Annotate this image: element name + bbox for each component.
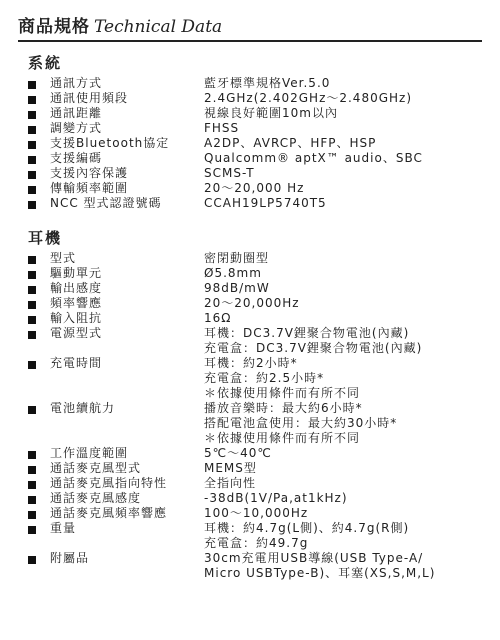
spec-label-text: 頻率響應 [50,296,103,310]
square-bullet-icon [28,126,36,134]
section-earphone [28,227,488,581]
spec-header [18,12,482,37]
spec-row [28,196,488,211]
spec-label [28,76,204,91]
spec-row [28,181,488,196]
spec-label [28,521,204,551]
spec-label [28,401,204,446]
square-bullet-icon [28,406,36,414]
square-bullet-icon [28,111,36,119]
spec-value [204,356,488,401]
spec-value-line: Micro USBType-B)、耳塞(XS,S,M,L) [204,566,436,580]
spec-row [28,281,488,296]
square-bullet-icon [28,301,36,309]
square-bullet-icon [28,156,36,164]
spec-label-text: 通話麥克風型式 [50,461,142,475]
spec-label [28,446,204,461]
spec-value [204,76,488,91]
square-bullet-icon [28,481,36,489]
spec-value [204,166,488,181]
square-bullet-icon [28,171,36,179]
header-divider [18,40,482,42]
spec-value [204,91,488,106]
square-bullet-icon [28,141,36,149]
square-bullet-icon [28,331,36,339]
spec-label [28,91,204,106]
spec-label [28,196,204,211]
spec-row [28,446,488,461]
section-system [28,52,488,211]
spec-value-line: 充電盒：DC3.7V鋰聚合物電池(內藏) [204,341,423,355]
spec-row [28,326,488,356]
spec-row [28,551,488,581]
square-bullet-icon [28,81,36,89]
spec-row [28,151,488,166]
spec-label-text: 驅動單元 [50,266,103,280]
spec-row [28,356,488,401]
spec-row [28,521,488,551]
spec-row [28,251,488,266]
spec-value-line: 藍牙標準規格Ver.5.0 [204,76,331,90]
spec-value [204,311,488,326]
square-bullet-icon [28,556,36,564]
spec-value-line: 5℃～40℃ [204,446,272,460]
spec-label-text: 輸出感度 [50,281,103,295]
spec-value-line: 密閉動圈型 [204,251,270,265]
spec-value-line: 20～20,000Hz [204,296,300,310]
spec-value-line: 100～10,000Hz [204,506,309,520]
spec-label-text: 支援編碼 [50,151,103,165]
spec-label [28,106,204,121]
spec-value-line: 搭配電池盒使用：最大約30小時* [204,416,398,430]
spec-label-text: 輸入阻抗 [50,311,103,325]
spec-row [28,401,488,446]
spec-value-line: 充電盒：約2.5小時* [204,371,325,385]
square-bullet-icon [28,256,36,264]
spec-value [204,151,488,166]
spec-value-line: ＊依據使用條件而有所不同 [204,386,361,400]
spec-value [204,401,488,446]
spec-label-text: 通訊距離 [50,106,103,120]
spec-label [28,251,204,266]
spec-value-line: ＊依據使用條件而有所不同 [204,431,361,445]
spec-label [28,476,204,491]
spec-value [204,181,488,196]
spec-value-line: 20～20,000 Hz [204,181,305,195]
spec-label-text: 通訊使用頻段 [50,91,129,105]
spec-value-line: 16Ω [204,311,232,325]
spec-label-text: 通話麥克風感度 [50,491,142,505]
square-bullet-icon [28,511,36,519]
header-title-en: Technical Data [94,17,223,37]
square-bullet-icon [28,496,36,504]
spec-value-line: 耳機：約4.7g(L側)、約4.7g(R側) [204,521,410,535]
spec-value [204,266,488,281]
spec-value-line: CCAH19LP5740T5 [204,196,327,210]
spec-value-line: 視線良好範圍10m以內 [204,106,338,120]
square-bullet-icon [28,271,36,279]
spec-rows [28,76,488,211]
square-bullet-icon [28,316,36,324]
spec-label [28,151,204,166]
spec-label [28,461,204,476]
spec-value-line: 播放音樂時：最大約6小時* [204,401,363,415]
spec-label [28,136,204,151]
square-bullet-icon [28,286,36,294]
spec-label [28,296,204,311]
square-bullet-icon [28,186,36,194]
spec-value [204,506,488,521]
spec-label [28,121,204,136]
spec-row [28,491,488,506]
spec-label [28,326,204,356]
square-bullet-icon [28,526,36,534]
spec-label-text: 電池續航力 [50,401,116,415]
spec-row [28,106,488,121]
spec-label [28,491,204,506]
spec-value [204,251,488,266]
spec-value-line: Ø5.8mm [204,266,262,280]
spec-label-text: 傳輸頻率範圍 [50,181,129,195]
spec-row [28,121,488,136]
spec-value [204,461,488,476]
spec-value [204,551,488,581]
spec-rows [28,251,488,581]
spec-label-text: 工作溫度範圍 [50,446,129,460]
spec-row [28,296,488,311]
spec-label [28,506,204,521]
spec-row [28,461,488,476]
spec-value-line: 充電盒：約49.7g [204,536,309,550]
section-title: 系統 [28,54,63,72]
spec-label-text: 充電時間 [50,356,103,370]
spec-label-text: NCC 型式認證號碼 [50,196,162,210]
spec-label-text: 通話麥克風頻率響應 [50,506,168,520]
spec-value-line: 98dB/mW [204,281,270,295]
spec-label-text: 型式 [50,251,77,265]
spec-label [28,166,204,181]
spec-row [28,136,488,151]
spec-label [28,281,204,296]
spec-row [28,91,488,106]
spec-label-text: 通訊方式 [50,76,103,90]
spec-value-line: A2DP、AVRCP、HFP、HSP [204,136,377,150]
spec-value [204,281,488,296]
spec-value [204,446,488,461]
spec-label [28,266,204,281]
spec-label-text: 支援Bluetooth協定 [50,136,170,150]
spec-value [204,521,488,551]
spec-value-line: 耳機：約2小時* [204,356,298,370]
spec-label [28,356,204,401]
spec-value-line: 全指向性 [204,476,257,490]
square-bullet-icon [28,451,36,459]
spec-label [28,551,204,581]
spec-row [28,76,488,91]
spec-value-line: 30cm充電用USB導線(USB Type-A/ [204,551,424,565]
spec-label-text: 支援內容保護 [50,166,129,180]
spec-label-text: 重量 [50,521,77,535]
spec-row [28,506,488,521]
spec-row [28,266,488,281]
spec-value-line: FHSS [204,121,240,135]
spec-row [28,311,488,326]
square-bullet-icon [28,96,36,104]
spec-value [204,491,488,506]
spec-label-text: 附屬品 [50,551,90,565]
square-bullet-icon [28,361,36,369]
spec-value-line: SCMS-T [204,166,255,180]
spec-label [28,181,204,196]
spec-value [204,296,488,311]
spec-value-line: -38dB(1V/Pa,at1kHz) [204,491,348,505]
square-bullet-icon [28,201,36,209]
spec-value [204,106,488,121]
spec-label-text: 通話麥克風指向特性 [50,476,168,490]
spec-label-text: 電源型式 [50,326,103,340]
spec-value [204,476,488,491]
spec-value-line: 2.4GHz(2.402GHz～2.480GHz) [204,91,413,105]
spec-value-line: 耳機：DC3.7V鋰聚合物電池(內藏) [204,326,410,340]
spec-value [204,136,488,151]
spec-value [204,196,488,211]
spec-row [28,166,488,181]
square-bullet-icon [28,466,36,474]
section-title: 耳機 [28,229,63,247]
spec-value-line: MEMS型 [204,461,257,475]
spec-label-text: 調變方式 [50,121,103,135]
spec-label [28,311,204,326]
header-title-zh: 商品規格 [18,17,90,37]
spec-value-line: Qualcomm® aptX™ audio、SBC [204,151,423,165]
spec-row [28,476,488,491]
spec-value [204,121,488,136]
spec-value [204,326,488,356]
